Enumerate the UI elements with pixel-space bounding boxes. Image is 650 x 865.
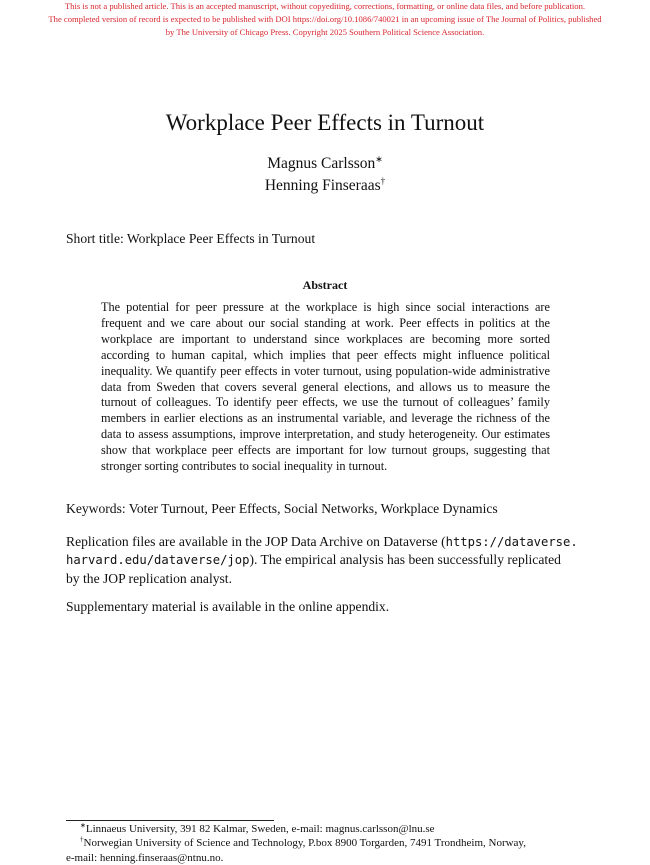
notice-line-2: The completed version of record is expected to be published with DOI https://doi.org/10.1086/740021 in an upcoming issue of The Journal of Politics, published [0, 13, 650, 26]
footnote-mark: † [80, 835, 84, 843]
footnote-rule [66, 820, 274, 821]
abstract-text: The potential for peer pressure at the workplace is high since social interactions are frequent and we care about our social standing at work. Peer effects in politics at the workplace are important to understand since workplaces are becoming more sorted according to human capital, which implies that peer effects might influence political inequality. We quantify peer effects in voter turnout, using population-wide administrative data from Sweden that covers several general elections, and allows us to measure the turnout of colleagues. To identify peer effects, we use the turnout of colleagues’ family members in earlier elections as an instrumental variable, and leverage the richness of the data to assess assumptions, improve interpretation, and study heterogeneity. Our estimates show that workplace peer effects are important for low turnout groups, suggesting that stronger sorting contributes to social inequality in turnout. [101, 300, 550, 475]
publication-notice [0, 0, 650, 39]
dataverse-link[interactable]: https://dataverse. [446, 535, 578, 549]
author-footnote-mark: ∗ [375, 154, 383, 164]
footnote-text: Norwegian University of Science and Technology, P.box 8900 Torgarden, 7491 Trondheim, Norway, [84, 837, 526, 849]
footnote-2 [66, 836, 584, 865]
replication-text-end: by the JOP replication analyst. [66, 570, 586, 587]
footnote-mark: ∗ [80, 821, 86, 829]
paper-title: Workplace Peer Effects in Turnout [0, 108, 650, 138]
author-1 [0, 154, 650, 174]
dataverse-link-continued[interactable]: harvard.edu/dataverse/jop [66, 553, 249, 567]
footnote-1 [66, 822, 584, 837]
footnote-text: Linnaeus University, 391 82 Kalmar, Sweden, e-mail: magnus.carlsson@lnu.se [86, 823, 435, 835]
replication-text-continued: ). The empirical analysis has been successfully replicated [249, 552, 561, 567]
author-name: Henning Finseraas [265, 177, 381, 194]
author-name: Magnus Carlsson [267, 155, 375, 172]
short-title: Short title: Workplace Peer Effects in Turnout [66, 230, 315, 247]
author-footnote-mark: † [381, 176, 386, 186]
footnote-text-continued: e-mail: henning.finseraas@ntnu.no. [66, 851, 584, 865]
notice-line-3: by The University of Chicago Press. Copyright 2025 Southern Political Science Association. [0, 26, 650, 39]
author-2 [0, 176, 650, 196]
keywords: Keywords: Voter Turnout, Peer Effects, Social Networks, Workplace Dynamics [66, 500, 498, 517]
notice-line-1: This is not a published article. This is an accepted manuscript, without copyediting, corrections, formatting, or online data files, and before publication. [0, 0, 650, 13]
abstract-heading: Abstract [0, 278, 650, 293]
supplementary-note: Supplementary material is available in the online appendix. [66, 598, 389, 615]
replication-statement [66, 533, 586, 587]
replication-text: Replication files are available in the JOP Data Archive on Dataverse ( [66, 534, 446, 549]
